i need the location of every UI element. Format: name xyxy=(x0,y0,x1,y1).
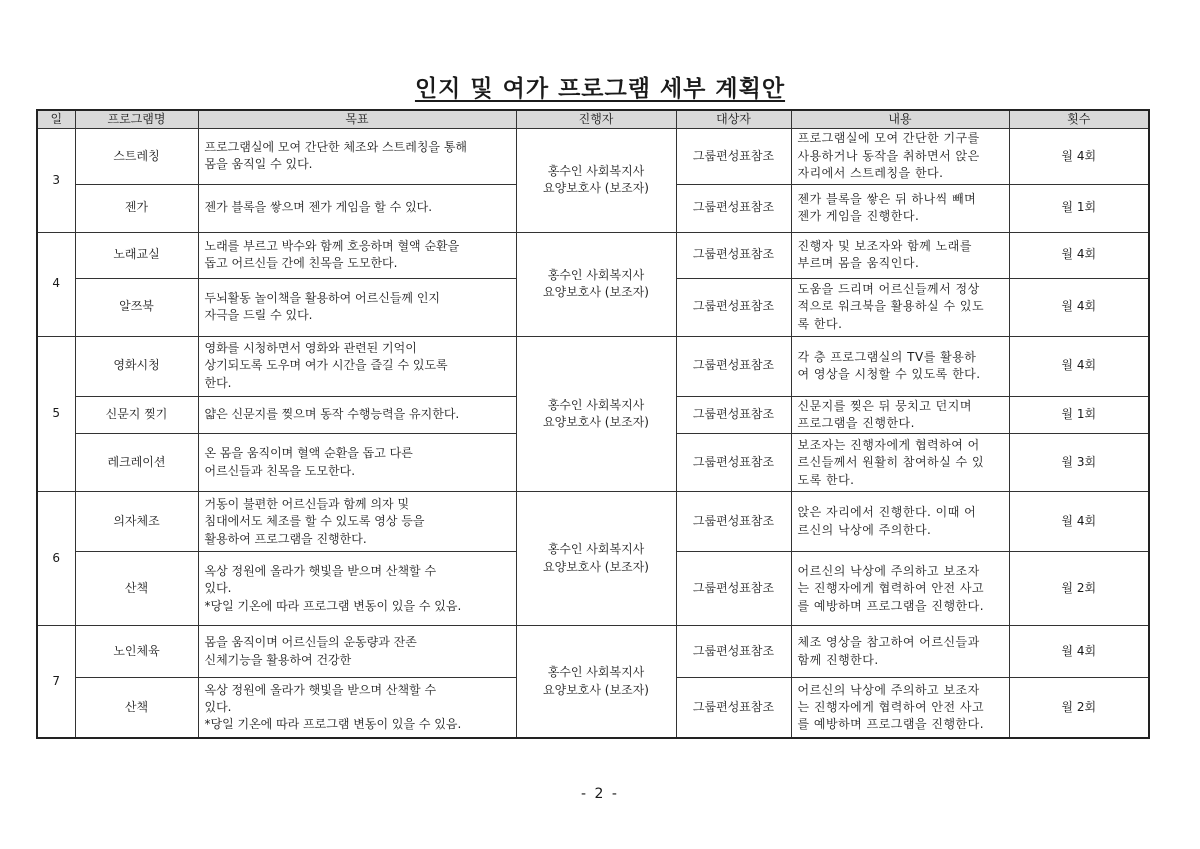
header-count: 횟수 xyxy=(1009,110,1149,129)
header-content: 내용 xyxy=(791,110,1009,129)
program-name-cell: 영화시청 xyxy=(75,336,198,396)
staff-cell-line: 홍수인 사회복지사 xyxy=(547,665,645,680)
goal-cell-line: 옥상 정원에 올라가 햇빛을 받으며 산책할 수 xyxy=(204,563,437,578)
goal-cell xyxy=(198,492,516,552)
staff-cell xyxy=(516,492,676,626)
target-cell: 그룹편성표참조 xyxy=(676,232,791,278)
goal-cell-line: 영화를 시청하면서 영화와 관련된 기억이 xyxy=(204,340,417,355)
goal-cell-line: 한다. xyxy=(204,375,232,390)
goal-cell xyxy=(198,184,516,232)
target-cell: 그룹편성표참조 xyxy=(676,492,791,552)
target-cell: 그룹편성표참조 xyxy=(676,552,791,626)
content-cell xyxy=(791,552,1009,626)
table-row xyxy=(37,626,1149,678)
content-cell-line: 앉은 자리에서 진행한다. 이때 어 xyxy=(797,505,977,520)
goal-cell-line: 젠가 블록을 쌓으며 젠가 게임을 할 수 있다. xyxy=(204,200,433,215)
content-cell-line: 도움을 드리며 어르신들께서 정상 xyxy=(797,281,980,296)
goal-cell xyxy=(198,336,516,396)
day-cell: 4 xyxy=(37,232,75,336)
content-cell-line: 는 진행자에게 협력하여 안전 사고 xyxy=(797,699,985,714)
goal-cell-line: 돕고 어르신들 간에 친목을 도모한다. xyxy=(204,256,398,271)
table-row xyxy=(37,232,1149,278)
content-cell-line: 여 영상을 시청할 수 있도록 한다. xyxy=(797,367,981,382)
table-row xyxy=(37,336,1149,396)
goal-cell xyxy=(198,678,516,738)
program-name-cell: 의자체조 xyxy=(75,492,198,552)
staff-cell-line: 홍수인 사회복지사 xyxy=(547,397,645,412)
header-program: 프로그램명 xyxy=(75,110,198,129)
day-cell: 6 xyxy=(37,492,75,626)
count-cell: 월 2회 xyxy=(1009,552,1149,626)
target-cell: 그룹편성표참조 xyxy=(676,396,791,434)
day-cell: 3 xyxy=(37,129,75,232)
program-name-cell: 스트레칭 xyxy=(75,129,198,184)
staff-cell-line: 홍수인 사회복지사 xyxy=(547,267,645,282)
content-cell-line: 어르신의 낙상에 주의하고 보조자 xyxy=(797,563,980,578)
target-cell: 그룹편성표참조 xyxy=(676,434,791,492)
table-body xyxy=(37,129,1149,738)
content-cell xyxy=(791,336,1009,396)
content-cell-line: 함께 진행한다. xyxy=(797,652,879,667)
goal-cell xyxy=(198,552,516,626)
count-cell: 월 4회 xyxy=(1009,492,1149,552)
staff-cell-line: 홍수인 사회복지사 xyxy=(547,164,645,179)
content-cell-line: 프로그램실에 모여 간단한 기구를 xyxy=(797,131,980,146)
target-cell: 그룹편성표참조 xyxy=(676,278,791,336)
content-cell xyxy=(791,184,1009,232)
content-cell-line: 체조 영상을 참고하여 어르신들과 xyxy=(797,635,980,650)
goal-cell-line: 신체기능을 활용하여 건강한 xyxy=(204,652,352,667)
count-cell: 월 3회 xyxy=(1009,434,1149,492)
count-cell: 월 4회 xyxy=(1009,626,1149,678)
count-cell: 월 1회 xyxy=(1009,396,1149,434)
document-title xyxy=(0,70,1200,103)
content-cell-line: 진행자 및 보조자와 함께 노래를 xyxy=(797,238,972,253)
target-cell: 그룹편성표참조 xyxy=(676,184,791,232)
staff-cell-line: 홍수인 사회복지사 xyxy=(547,542,645,557)
goal-cell-line: 자극을 드릴 수 있다. xyxy=(204,308,313,323)
goal-cell-line: 몸을 움직일 수 있다. xyxy=(204,157,313,172)
goal-cell xyxy=(198,232,516,278)
count-cell: 월 4회 xyxy=(1009,232,1149,278)
content-cell-line: 적으로 워크북을 활용하실 수 있도 xyxy=(797,299,985,314)
header-goal: 목표 xyxy=(198,110,516,129)
content-cell-line: 도록 한다. xyxy=(797,472,855,487)
target-cell: 그룹편성표참조 xyxy=(676,336,791,396)
program-name-cell: 레크레이션 xyxy=(75,434,198,492)
staff-cell-line: 요양보호사 (보조자) xyxy=(543,181,649,196)
count-cell: 월 4회 xyxy=(1009,129,1149,184)
goal-cell-line: 활용하여 프로그램을 진행한다. xyxy=(204,531,367,546)
day-cell: 5 xyxy=(37,336,75,492)
program-plan-table xyxy=(36,109,1150,739)
count-cell: 월 1회 xyxy=(1009,184,1149,232)
content-cell-line: 프로그램을 진행한다. xyxy=(797,415,915,430)
content-cell-line: 를 예방하며 프로그램을 진행한다. xyxy=(797,717,985,732)
staff-cell xyxy=(516,129,676,232)
content-cell-line: 보조자는 진행자에게 협력하여 어 xyxy=(797,437,980,452)
program-name-cell: 젠가 xyxy=(75,184,198,232)
content-cell-line: 어르신의 낙상에 주의하고 보조자 xyxy=(797,682,980,697)
content-cell-line: 사용하거나 동작을 취하면서 앉은 xyxy=(797,148,980,163)
content-cell xyxy=(791,492,1009,552)
document-title-text: 인지 및 여가 프로그램 세부 계획안 xyxy=(414,76,786,102)
content-cell-line: 젠가 블록을 쌓은 뒤 하나씩 빼며 xyxy=(797,191,977,206)
program-name-cell: 산책 xyxy=(75,552,198,626)
goal-cell-line: 두뇌활동 놀이책을 활용하여 어르신들께 인지 xyxy=(204,290,441,305)
goal-cell-line: 옥상 정원에 올라가 햇빛을 받으며 산책할 수 xyxy=(204,682,437,697)
content-cell-line: 젠가 게임을 진행한다. xyxy=(797,209,920,224)
header-target: 대상자 xyxy=(676,110,791,129)
target-cell: 그룹편성표참조 xyxy=(676,678,791,738)
content-cell xyxy=(791,626,1009,678)
program-name-cell: 산책 xyxy=(75,678,198,738)
goal-cell xyxy=(198,626,516,678)
goal-cell-line: 있다. xyxy=(204,699,232,714)
goal-cell xyxy=(198,129,516,184)
content-cell-line: 부르며 몸을 움직인다. xyxy=(797,256,920,271)
content-cell-line: 각 층 프로그램실의 TV를 활용하 xyxy=(797,349,977,364)
goal-cell-line: 온 몸을 움직이며 혈액 순환을 돕고 다른 xyxy=(204,446,413,461)
day-cell: 7 xyxy=(37,626,75,738)
goal-cell xyxy=(198,434,516,492)
staff-cell-line: 요양보호사 (보조자) xyxy=(543,414,649,429)
content-cell xyxy=(791,678,1009,738)
goal-cell-line: 얇은 신문지를 찢으며 동작 수행능력을 유지한다. xyxy=(204,407,460,422)
header-day: 일 xyxy=(37,110,75,129)
program-name-cell: 신문지 찢기 xyxy=(75,396,198,434)
content-cell xyxy=(791,129,1009,184)
goal-cell-line: 프로그램실에 모여 간단한 체조와 스트레칭을 통해 xyxy=(204,140,468,155)
goal-cell-line: *당일 기온에 따라 프로그램 변동이 있을 수 있음. xyxy=(204,598,462,613)
goal-cell-line: 있다. xyxy=(204,581,232,596)
table-row xyxy=(37,492,1149,552)
goal-cell-line: 어르신들과 친목을 도모한다. xyxy=(204,463,356,478)
goal-cell-line: *당일 기온에 따라 프로그램 변동이 있을 수 있음. xyxy=(204,717,462,732)
staff-cell-line: 요양보호사 (보조자) xyxy=(543,682,649,697)
content-cell xyxy=(791,396,1009,434)
goal-cell-line: 거동이 불편한 어르신들과 함께 의자 및 xyxy=(204,496,410,511)
header-staff: 진행자 xyxy=(516,110,676,129)
count-cell: 월 4회 xyxy=(1009,336,1149,396)
staff-cell xyxy=(516,626,676,738)
goal-cell xyxy=(198,278,516,336)
content-cell-line: 는 진행자에게 협력하여 안전 사고 xyxy=(797,581,985,596)
goal-cell xyxy=(198,396,516,434)
table-header-row xyxy=(37,110,1149,129)
staff-cell-line: 요양보호사 (보조자) xyxy=(543,559,649,574)
content-cell xyxy=(791,278,1009,336)
staff-cell xyxy=(516,336,676,492)
content-cell-line: 록 한다. xyxy=(797,316,843,331)
content-cell xyxy=(791,434,1009,492)
staff-cell xyxy=(516,232,676,336)
content-cell-line: 자리에서 스트레칭을 한다. xyxy=(797,166,944,181)
goal-cell-line: 상기되도록 도우며 여가 시간을 즐길 수 있도록 xyxy=(204,358,448,373)
program-name-cell: 노인체육 xyxy=(75,626,198,678)
goal-cell-line: 침대에서도 체조를 할 수 있도록 영상 등을 xyxy=(204,514,425,529)
program-name-cell: 노래교실 xyxy=(75,232,198,278)
content-cell-line: 신문지를 찢은 뒤 뭉치고 던지며 xyxy=(797,398,972,413)
content-cell-line: 르신들께서 원활히 참여하실 수 있 xyxy=(797,455,985,470)
content-cell-line: 르신의 낙상에 주의한다. xyxy=(797,522,932,537)
program-name-cell: 알쯔북 xyxy=(75,278,198,336)
target-cell: 그룹편성표참조 xyxy=(676,626,791,678)
goal-cell-line: 노래를 부르고 박수와 함께 호응하며 혈액 순환을 xyxy=(204,238,460,253)
page-number: - 2 - xyxy=(581,786,619,802)
count-cell: 월 4회 xyxy=(1009,278,1149,336)
content-cell-line: 를 예방하며 프로그램을 진행한다. xyxy=(797,598,985,613)
staff-cell-line: 요양보호사 (보조자) xyxy=(543,285,649,300)
count-cell: 월 2회 xyxy=(1009,678,1149,738)
target-cell: 그룹편성표참조 xyxy=(676,129,791,184)
goal-cell-line: 몸을 움직이며 어르신들의 운동량과 잔존 xyxy=(204,635,417,650)
table-row xyxy=(37,129,1149,184)
content-cell xyxy=(791,232,1009,278)
